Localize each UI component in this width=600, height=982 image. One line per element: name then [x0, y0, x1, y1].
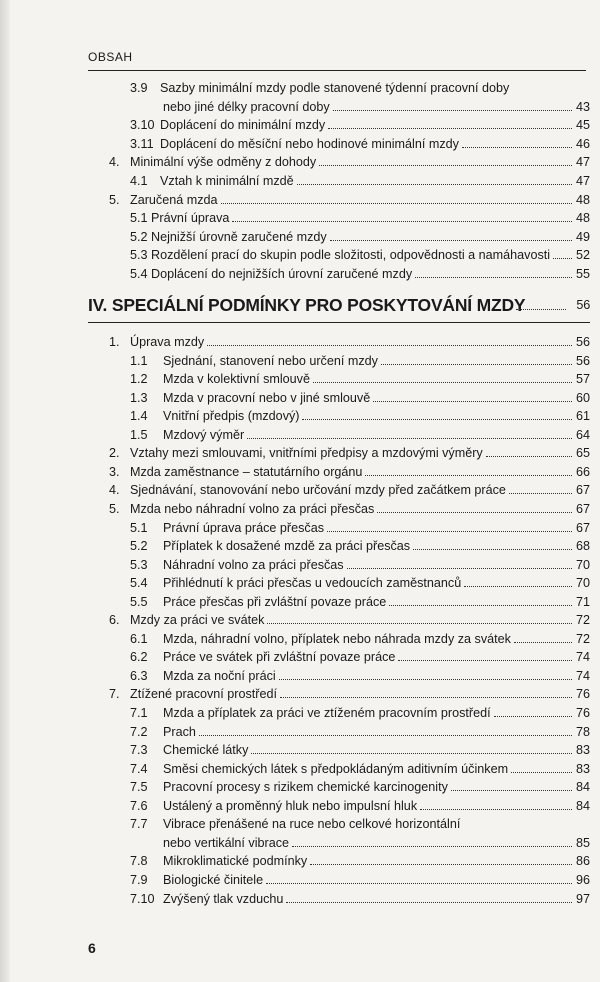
toc-entry-title: nebo vertikální vibrace — [163, 835, 290, 850]
toc-leader-dots — [279, 678, 572, 680]
chapter-title: IV. SPECIÁLNÍ PODMÍNKY PRO POSKYTOVÁNÍ MZDY — [88, 295, 526, 315]
toc-entry-title: 5.3 Rozdělení prací do skupin podle složitosti, odpovědnosti a namáhavosti — [130, 248, 551, 263]
toc-entry-number: 3.9 — [130, 81, 148, 95]
toc-entry-page: 49 — [575, 229, 590, 244]
toc-leader-dots — [310, 863, 572, 865]
toc-entry[interactable] — [0, 612, 600, 628]
toc-entry-title: Minimální výše odměny z dohody — [130, 155, 317, 170]
toc-entry-title: Mzda v kolektivní smlouvě — [163, 372, 310, 387]
toc-entry-title: 5.2 Nejnižší úrovně zaručené mzdy — [130, 229, 327, 244]
toc-entry-page: 97 — [575, 891, 590, 906]
toc-entry[interactable] — [0, 594, 600, 610]
toc-entry-title: 5.4 Doplácení do nejnižších úrovní zaručené mzdy — [130, 267, 413, 281]
toc-entry-page: 72 — [575, 613, 590, 628]
toc-entry-page: 55 — [575, 267, 590, 281]
toc-entry[interactable] — [0, 649, 600, 665]
toc-entry-title: Zvýšený tlak vzduchu — [163, 891, 284, 906]
toc-entry-page: 85 — [575, 835, 590, 850]
toc-entry-number: 7.4 — [130, 761, 148, 776]
toc-leader-dots — [207, 344, 572, 346]
toc-entry-number: 4. — [109, 155, 120, 170]
toc-entry[interactable] — [0, 538, 600, 554]
toc-entry[interactable] — [0, 798, 600, 814]
toc-entry-title: nebo jiné délky pracovní doby — [163, 99, 330, 114]
toc-leader-dots — [330, 239, 572, 241]
toc-entry-title: Pracovní procesy s rizikem chemické karcinogenity — [163, 780, 448, 795]
toc-entry-number: 7.1 — [130, 706, 148, 720]
toc-leader-dots — [292, 845, 572, 847]
toc-leader-dots — [398, 659, 572, 661]
toc-leader-dots — [462, 146, 572, 148]
toc-entry[interactable] — [0, 136, 600, 152]
toc-leader-dots — [266, 882, 572, 884]
chapter-heading[interactable] — [88, 292, 590, 318]
toc-entry-title: Právní úprava práce přesčas — [163, 520, 325, 535]
toc-entry[interactable] — [0, 872, 600, 888]
toc-entry-number: 1.1 — [130, 353, 148, 368]
toc-entry-page: 46 — [575, 136, 590, 151]
toc-entry-page: 74 — [575, 668, 590, 683]
toc-entry[interactable] — [0, 779, 600, 795]
toc-entry-number: 1.3 — [130, 390, 148, 405]
toc-entry-title: Mzda zaměstnance – statutárního orgánu — [130, 464, 363, 479]
toc-entry-number: 7.5 — [130, 780, 148, 795]
toc-entry[interactable] — [0, 99, 600, 115]
toc-entry-page: 48 — [575, 192, 590, 207]
toc-entry-title: Prach — [163, 724, 196, 739]
toc-entry-page: 68 — [575, 539, 590, 554]
toc-entry-title: Sjednávání, stanovování nebo určování mzdy před začátkem práce — [130, 483, 506, 498]
toc-leader-dots — [451, 789, 572, 791]
toc-leader-dots — [365, 474, 572, 476]
toc-entry[interactable] — [0, 154, 600, 170]
toc-entry-page: 84 — [575, 798, 590, 813]
toc-entry-number: 6.1 — [130, 631, 148, 646]
toc-leader-dots — [486, 455, 572, 457]
toc-entry[interactable] — [0, 445, 600, 461]
toc-entry-number: 4.1 — [130, 174, 148, 188]
toc-entry-title: Mzda v pracovní nebo v jiné smlouvě — [163, 390, 371, 405]
toc-entry-page: 78 — [575, 724, 590, 739]
toc-entry-page: 76 — [575, 687, 590, 702]
toc-leader-dots — [511, 771, 572, 773]
toc-entry-page: 67 — [575, 520, 590, 535]
toc-leader-dots — [280, 696, 572, 698]
toc-entry[interactable] — [0, 742, 600, 758]
toc-entry-title: Přihlédnutí k práci přesčas u vedoucích zaměstnanců — [163, 576, 462, 591]
toc-leader-dots — [413, 548, 572, 550]
toc-entry-title: Mikroklimatické podmínky — [163, 854, 308, 869]
toc-entry-title: Mzdový výměr — [163, 427, 245, 442]
toc-entry[interactable] — [0, 631, 600, 647]
toc-entry[interactable] — [0, 390, 600, 406]
toc-entry-number: 7.6 — [130, 798, 148, 813]
toc-entry-title: Práce ve svátek při zvláštní povaze práce — [163, 650, 396, 665]
toc-leader-dots — [373, 400, 572, 402]
toc-entry-title: Příplatek k dosažené mzdě za práci přesčas — [163, 539, 411, 554]
toc-leader-dots — [514, 641, 572, 643]
toc-entry-title: Náhradní volno za práci přesčas — [163, 557, 344, 572]
toc-entry-title: Doplácení do minimální mzdy — [160, 118, 326, 133]
toc-entry-number: 7.2 — [130, 724, 148, 739]
toc-entry-title: Sjednání, stanovení nebo určení mzdy — [163, 353, 378, 368]
toc-entry[interactable] — [0, 192, 600, 208]
toc-entry-page: 70 — [575, 557, 590, 572]
toc-entry[interactable] — [0, 266, 600, 282]
toc-entry-number: 5.4 — [130, 576, 148, 591]
toc-entry-number: 7.9 — [130, 872, 148, 887]
toc-leader-dots — [199, 734, 572, 736]
toc-entry-number: 1. — [109, 335, 120, 349]
toc-entry-number: 6.3 — [130, 668, 148, 683]
toc-entry[interactable] — [0, 724, 600, 740]
toc-entry-title: Vnitřní předpis (mzdový) — [163, 409, 300, 424]
toc-entry-title: Ustálený a proměnný hluk nebo impulsní hluk — [163, 798, 418, 813]
toc-entry-title: Směsi chemických látek s předpokládaným aditivním účinkem — [163, 761, 509, 776]
toc-leader-dots — [377, 511, 572, 513]
toc-entry-number: 5.2 — [130, 539, 148, 554]
toc-entry-title: Ztížené pracovní prostředí — [130, 687, 277, 702]
toc-entry[interactable] — [0, 427, 600, 443]
toc-entry[interactable] — [0, 557, 600, 573]
toc-entry-number: 5. — [109, 501, 120, 516]
toc-entry[interactable] — [0, 575, 600, 591]
toc-leader-dots — [333, 109, 572, 111]
toc-entry[interactable] — [0, 761, 600, 777]
toc-entry-page: 66 — [575, 464, 590, 479]
chapter-leader-dots — [516, 309, 566, 310]
toc-entry-page: 45 — [575, 118, 590, 133]
toc-leader-dots — [328, 127, 572, 129]
toc-leader-dots — [286, 901, 572, 903]
toc-entry-page: 96 — [575, 872, 590, 887]
toc-entry-page: 61 — [575, 409, 590, 424]
toc-leader-dots — [347, 567, 572, 569]
toc-entry-page: 48 — [575, 211, 590, 226]
toc-leader-dots — [381, 363, 572, 365]
toc-entry[interactable] — [0, 705, 600, 721]
toc-entry-number: 1.5 — [130, 427, 148, 442]
toc-leader-dots — [247, 437, 572, 439]
toc-entry-number: 1.2 — [130, 372, 148, 387]
header-label: OBSAH — [88, 50, 133, 64]
toc-entry-number: 7.3 — [130, 743, 148, 758]
toc-leader-dots — [319, 164, 572, 166]
toc-leader-dots — [420, 808, 572, 810]
toc-entry-number: 5.3 — [130, 557, 148, 572]
toc-leader-dots — [389, 604, 572, 606]
toc-entry-title: Biologické činitele — [163, 872, 264, 887]
toc-entry-page: 52 — [575, 248, 590, 263]
toc-entry-page: 67 — [575, 501, 590, 516]
toc-entry[interactable] — [0, 686, 600, 702]
toc-leader-dots — [509, 492, 572, 494]
toc-entry-title: Vztah k minimální mzdě — [160, 174, 294, 188]
toc-entry[interactable] — [0, 210, 600, 226]
page-number: 6 — [88, 940, 96, 956]
toc-entry[interactable] — [0, 853, 600, 869]
chapter-rule — [88, 322, 590, 323]
toc-entry-number: 7.8 — [130, 854, 148, 869]
toc-entry-title: Mzda, náhradní volno, příplatek nebo náhrada mzdy za svátek — [163, 631, 511, 646]
toc-entry-number: 3.10 — [130, 118, 155, 133]
toc-entry[interactable] — [0, 835, 600, 851]
toc-leader-dots — [553, 257, 572, 259]
toc-entry[interactable] — [0, 80, 600, 96]
toc-leader-dots — [267, 622, 572, 624]
toc-entry-page: 86 — [575, 854, 590, 869]
toc-entry[interactable] — [0, 816, 600, 832]
toc-entry-number: 7. — [109, 687, 120, 702]
toc-entry-number: 2. — [109, 446, 120, 461]
toc-entry-page: 47 — [575, 155, 590, 170]
toc-entry[interactable] — [0, 464, 600, 480]
toc-entry-title: Zaručená mzda — [130, 192, 218, 207]
toc-entry-page: 76 — [575, 706, 590, 720]
toc-entry-number: 5.1 — [130, 520, 148, 535]
toc-entry-title: Mzda a příplatek za práci ve ztíženém pracovním prostředí — [163, 706, 491, 720]
toc-entry-number: 5.5 — [130, 594, 148, 609]
toc-leader-dots — [313, 381, 572, 383]
toc-entry[interactable] — [0, 353, 600, 369]
toc-entry-title: Sazby minimální mzdy podle stanovené týdenní pracovní doby — [160, 81, 510, 95]
toc-entry[interactable] — [0, 501, 600, 517]
toc-entry-number: 6. — [109, 613, 120, 628]
toc-entry-number: 1.4 — [130, 409, 148, 424]
toc-entry-number: 3.11 — [130, 136, 154, 151]
toc-leader-dots — [302, 418, 572, 420]
toc-leader-dots — [297, 183, 572, 185]
toc-entry[interactable] — [0, 520, 600, 536]
toc-entry-number: 6.2 — [130, 650, 148, 665]
toc-leader-dots — [251, 752, 572, 754]
toc-entry[interactable] — [0, 371, 600, 387]
toc-entry-title: Mzda za noční práci — [163, 668, 276, 683]
toc-entry[interactable] — [0, 891, 600, 907]
toc-entry-page: 65 — [575, 446, 590, 461]
toc-entry-page: 60 — [575, 390, 590, 405]
toc-entry-page: 70 — [575, 576, 590, 591]
toc-entry-title: 5.1 Právní úprava — [130, 211, 230, 226]
toc-leader-dots — [221, 202, 573, 204]
toc-entry-page: 71 — [575, 594, 590, 609]
toc-entry-page: 43 — [575, 99, 590, 114]
toc-entry[interactable] — [0, 173, 600, 189]
toc-entry-title: Práce přesčas při zvláštní povaze práce — [163, 594, 387, 609]
toc-entry-number: 3. — [109, 464, 120, 479]
toc-entry-page: 67 — [575, 483, 590, 498]
toc-entry-title: Chemické látky — [163, 743, 249, 758]
toc-entry-page: 56 — [575, 335, 590, 349]
toc-entry-number: 7.10 — [130, 891, 155, 906]
toc-entry[interactable] — [0, 408, 600, 424]
toc-entry-title: Mzdy za práci ve svátek — [130, 613, 265, 628]
toc-leader-dots — [232, 220, 572, 222]
toc-entry-page: 57 — [575, 372, 590, 387]
toc-entry-page: 84 — [575, 780, 590, 795]
toc-entry[interactable] — [0, 229, 600, 245]
toc-entry-page: 64 — [575, 427, 590, 442]
toc-entry-title: Doplácení do měsíční nebo hodinové minimální mzdy — [160, 136, 459, 151]
toc-entry-page: 83 — [575, 743, 590, 758]
toc-leader-dots — [415, 276, 572, 278]
toc-entry-number: 4. — [109, 483, 120, 498]
toc-entry-title: Vztahy mezi smlouvami, vnitřními předpisy a mzdovými výměry — [130, 446, 483, 461]
toc-entry[interactable] — [0, 334, 600, 350]
toc-entry[interactable] — [0, 247, 600, 263]
toc-entry-page: 56 — [575, 353, 590, 368]
toc-entry-page: 74 — [575, 650, 590, 665]
chapter-page: 56 — [576, 298, 590, 312]
toc-entry-number: 7.7 — [130, 817, 148, 832]
toc-leader-dots — [464, 585, 572, 587]
toc-leader-dots — [327, 530, 572, 532]
toc-entry-page: 72 — [575, 631, 590, 646]
toc-entry-number: 5. — [109, 192, 120, 207]
toc-entry[interactable] — [0, 668, 600, 684]
toc-entry-title: Vibrace přenášené na ruce nebo celkové horizontální — [163, 817, 461, 832]
toc-entry[interactable] — [0, 117, 600, 133]
toc-entry-title: Mzda nebo náhradní volno za práci přesčas — [130, 501, 375, 516]
toc-leader-dots — [494, 715, 572, 717]
toc-entry-title: Úprava mzdy — [130, 335, 205, 349]
toc-entry[interactable] — [0, 482, 600, 498]
toc-entry-page: 83 — [575, 761, 590, 776]
toc-entry-page: 47 — [575, 174, 590, 188]
